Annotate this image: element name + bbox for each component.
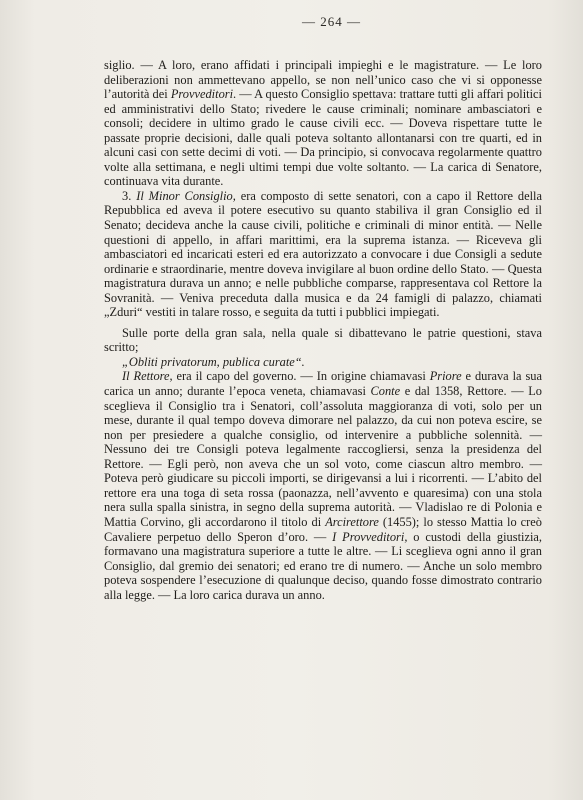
paragraph-inscription <box>104 326 542 355</box>
para2-text-2: era composto di sette senatori, con a capo il Rettore della Repubblica ed aveva il potere esecutivo su quanto stabiliva il gran Consiglio ed il Senato; decideva anche la cause civili, politiche e criminali di minor entità. — Nelle questioni di appello, in affari marittimi, era la suprema istanza. — Riceveva gli ambasciatori ed incaricati esteri ed era autorizzato a convocare i due Consigli a sedute ordinarie e straordinarie, mentre doveva invigilare al buon ordine dello Stato. — Questa magistratura durava un anno; e nelle pubbliche comparse, rappresentava col Rettore la Sovranità. — Veniva preceduta dalla musica e da 24 famigli di palazzo, chiamati „Zduri“ vestiti in talare rosso, e seguita da tutti i pubblici impiegati. <box>104 188 542 320</box>
para2-italic-minor-consiglio: Il Minor Consiglio, <box>136 188 236 203</box>
para4-italic-priore: Priore <box>429 369 462 384</box>
para3-text: Sulle porte della gran sala, nella quale si dibattevano le patrie questioni, stava scritto; <box>104 325 542 355</box>
body-text <box>104 58 542 602</box>
para4-text-1: era il capo del governo. — In origine chiamavasi <box>172 369 430 384</box>
motto-line: „Obliti privatorum, publica curate“. <box>122 354 305 369</box>
para4-text-4: (1455); lo stesso Mattia lo creò Cavaliere perpetuo dello Speron d’oro. — <box>104 514 543 544</box>
paragraph-rector <box>104 369 542 602</box>
para4-text-3: e dal 1358, Rettore. — Lo sceglieva il Consiglio tra i Senatori, coll’assoluta maggioranza di voti, solo per un mese, durante il qual tempo doveva dimorare nel palazzo, da cui non poteva escire, se non per presiedere a qualche consiglio, od intervenire a pubbliche solennità. — Nessuno dei tre Consigli poteva legalmente raccogliersi, senza la presidenza del Rettore. — Egli però, non aveva che un sol voto, come ciascun altro membro. — Poteva però giudicare su piccoli importi, se dirigevansi a lui i ricorrenti. — L’abito del rettore era una toga di seta rossa (paonazza, nell’avvento e quaresima) con una stola nera sulla spalla sinistra, in segno della suprema autorità. — Vladislao re di Polonia e Mattia Corvino, gli accordarono il titolo di <box>104 384 542 529</box>
para1-italic-provveditori: Provveditori <box>170 87 234 102</box>
para2-text-1: 3. <box>122 188 137 203</box>
paragraph-minor-council <box>104 189 542 320</box>
para1-text-1: siglio. — A loro, erano affidati i principali impieghi e le magistrature. — Le loro deliberazioni non ammettevano appello, se non nell’unico caso che vi si opponesse l’autorità dei <box>104 58 542 102</box>
page-number: — 264 — <box>302 14 361 29</box>
para4-italic-il-rettore: Il Rettore, <box>122 369 173 384</box>
paragraph-senate <box>104 58 542 189</box>
para4-text-5: o custodi della giustizia, formavano una magistratura superiore a tutte le altre. — Li sceglieva ogni anno il gran Consiglio, dal gremio dei senatori; ed erano tre di numero. — Anche un solo membro poteva sospendere l’esecuzione di qualunque deciso, quando fosse dimostrato contrario alla legge. — La loro carica durava un anno. <box>104 529 542 602</box>
para1-text-2: . — A questo Consiglio spettava: trattare tutti gli affari politici ed amministrativi dello Stato; rivedere le cause criminali; nominare ambasciatori e consoli; decidere in ultimo grado le cause civili ecc. — Doveva rispettare tutte le passate proprie decisioni, dalle quali poteva soltanto allontanarsi con tre quarti, ed in alcuni casi con sette decimi di voti. — Da principio, si convocava regolarmente quattro volte alla settimana, e negli ultimi tempi due volte soltanto. — La carica di Senatore, continuava vita durante. <box>104 87 543 189</box>
para4-text-2: e durava la sua carica un anno; durante l’epoca veneta, chiamavasi <box>104 369 542 399</box>
para4-italic-conte: Conte <box>370 384 401 399</box>
para4-italic-arcirettore: Arcirettore <box>325 514 379 529</box>
para4-italic-provveditori: I Provveditori, <box>332 529 408 544</box>
